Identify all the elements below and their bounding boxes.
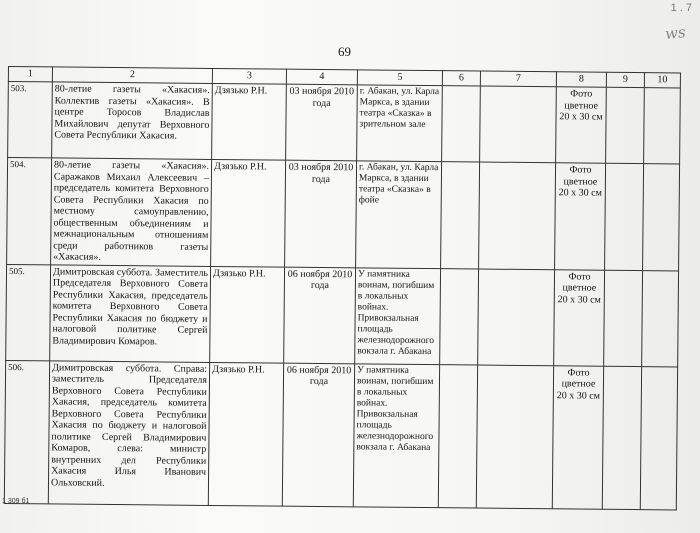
record-author: Дзязько Р.Н. [210,266,285,363]
record-place: г. Абакан, ул. Карла Маркса, в здании театра «Сказка» в зрительном зале [357,85,443,162]
record-place: У памятника воинам, погибшим в локальных войнах. Привокзальная площадь железнодорожного вокзала г. Абакана [355,267,441,364]
table-row [7,158,680,271]
record-date: 06 ноября 2010 года [284,267,356,364]
record-date: 03 ноября 2010 года [286,84,358,161]
record-col6 [440,268,479,364]
side-code: 1 309 б1 [2,498,30,505]
record-col6 [438,364,477,507]
record-col9 [605,163,644,270]
record-technique: Фото цветное 20 x 30 см [552,365,603,508]
page-number: 69 [338,44,351,59]
column-number: 3 [212,68,286,84]
column-number: 5 [357,70,442,86]
record-date: 06 ноября 2010 года [282,363,354,507]
record-col9 [602,366,641,509]
column-number: 10 [644,73,680,88]
record-col9 [606,87,645,163]
record-description: 80-летие газеты «Хакасия». Саражаков Михаил Алексеевич – председатель комитета Верховного Совета Республики Хакасия по местному самоуправлению, общественным объединениям и межнациональным отношениям среди работников газеты «Хакасия». [51,158,212,266]
record-col10 [643,164,680,271]
record-col6 [441,162,480,269]
record-description: 80-летие газеты «Хакасия». Коллектив газеты «Хакасия». В центре Торосов Владислав Михайлович депутат Верховного Совета Республики Хакасия. [52,82,213,160]
column-number: 2 [52,67,212,84]
record-col7 [478,269,555,366]
record-author: Дзязько Р.Н. [212,83,287,160]
record-place: г. Абакан, ул. Карла Маркса, в здании театра «Сказка» в фойе [356,161,442,268]
record-author: Дзязько Р.Н. [208,362,283,506]
table-row [6,264,679,366]
table-row [4,360,677,509]
record-col6 [442,86,481,162]
column-number: 7 [480,71,556,87]
column-number: 8 [556,72,606,87]
record-number: 505. [6,264,51,360]
record-technique: Фото цветное 20 x 30 см [556,87,607,163]
record-col7 [479,162,556,269]
table-row [8,82,681,164]
record-place: У памятника воинам, погибшим в локальных войнах. Привокзальная площадь железнодорожного вокзала г. Абакана [353,363,439,507]
record-col7 [480,86,557,163]
corner-marks: 1 . 7 [670,2,692,14]
column-number: 6 [442,71,480,86]
record-author: Дзязько Р.Н. [211,159,286,266]
catalog-table-wrap [4,66,681,510]
record-col10 [644,88,681,164]
record-col10 [640,366,677,509]
column-number: 9 [606,72,644,87]
catalog-table [4,66,681,510]
handwritten-corner-note: ws [664,22,687,44]
record-number: 503. [8,82,53,158]
column-number: 4 [286,69,357,85]
record-col10 [642,270,679,366]
record-col7 [476,365,553,509]
record-number: 506. [4,360,49,503]
record-description: Димитровская суббота. Заместитель Председателя Верховного Совета Республики Хакасия, председатель комитета Верховного Совета Республики Хакасия по бюджету и налоговой политике Сергей Владимирович Комаров. [50,264,211,362]
column-number: 1 [8,67,52,82]
record-date: 03 ноября 2010 года [285,160,357,267]
record-number: 504. [7,158,52,265]
record-technique: Фото цветное 20 x 30 см [554,269,605,365]
record-col9 [604,270,643,366]
record-technique: Фото цветное 20 x 30 см [555,163,606,270]
record-description: Димитровская суббота. Справа: заместитель Председателя Верховного Совета Республики Хакасия, председатель комитета Верховного Совета Республики Хакасия по бюджету и налоговой политике Сергей Владимирович Комаров, слева: министр внутренних дел Республики Хакасия Илья Иванович Ольховский. [48,360,209,505]
